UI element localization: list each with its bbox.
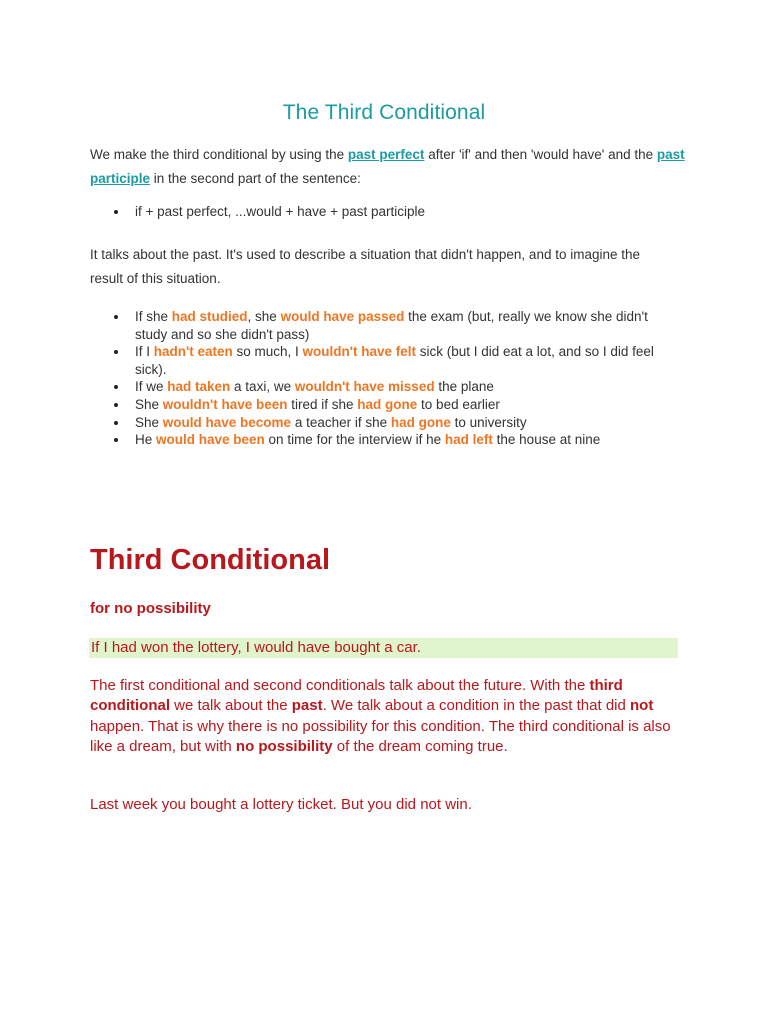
intro-text: in the second part of the sentence: (150, 171, 361, 186)
explanation-bold: not (630, 697, 654, 715)
example-highlight: would have passed (280, 309, 405, 324)
explanation-text: happen. That is why there is no possibility for this condition. The third conditional is also like a dream, but with (90, 717, 671, 756)
intro-paragraph (90, 143, 690, 191)
example-text: a teacher if she (291, 414, 391, 430)
explanation-text: The first conditional and second conditionals talk about the future. With the (90, 677, 590, 694)
example-text: She (135, 414, 163, 430)
intro-text: after 'if' and then 'would have' and the (424, 147, 657, 162)
lottery-paragraph: Last week you bought a lottery ticket. But you did not win. (90, 796, 472, 813)
example-text: If I (135, 344, 154, 360)
examples-list (108, 308, 678, 449)
example-highlight: hadn't eaten (153, 344, 233, 360)
example-highlight: wouldn't have been (162, 396, 288, 412)
formula-item: if + past perfect, ...would + have + past participle (108, 203, 425, 221)
explanation-bold: third conditional (90, 677, 623, 715)
example-highlight: would have become (162, 414, 292, 430)
intro-text: We make the third conditional by using the (90, 147, 348, 162)
formula-list (108, 203, 425, 221)
example-text: sick (but I did eat a lot, and so I did feel sick). (135, 344, 654, 377)
list-item (108, 378, 678, 396)
explanation-text: of the dream coming true. (332, 738, 508, 756)
example-text: to bed earlier (417, 396, 500, 412)
example-text: If we (135, 379, 168, 395)
example-highlight: would have been (156, 432, 265, 448)
explanation-text: we talk about the (170, 697, 292, 715)
example-highlight: had left (444, 432, 493, 448)
past-participle-link[interactable]: past participle (90, 147, 685, 186)
example-highlight: had gone (357, 396, 418, 412)
example-text: a taxi, we (230, 379, 295, 395)
list-item (108, 414, 678, 432)
explanation-bold: past (291, 697, 323, 715)
example-highlight: had taken (167, 379, 231, 395)
example-text: , she (247, 309, 281, 324)
example-highlight: had gone (390, 414, 451, 430)
section-title: Third Conditional (90, 544, 331, 576)
explanation-paragraph (90, 676, 690, 758)
example-highlight: wouldn't have felt (302, 344, 416, 360)
example-highlight: had studied (171, 309, 248, 324)
example-text: on time for the interview if he (264, 432, 445, 448)
example-text: the house at nine (492, 432, 601, 448)
list-item (108, 308, 678, 343)
list-item (108, 396, 678, 414)
list-item (108, 431, 678, 449)
example-sentence-highlight: If I had won the lottery, I would have bought a car. (89, 638, 678, 658)
example-text: If she (135, 309, 172, 324)
section-subtitle: for no possibility (90, 600, 211, 617)
explanation-text: . We talk about a condition in the past that did (322, 697, 631, 715)
past-perfect-link[interactable]: past perfect (347, 147, 425, 162)
example-text: to university (450, 414, 527, 430)
example-text: the plane (434, 379, 494, 395)
usage-paragraph: It talks about the past. It's used to describe a situation that didn't happen, and to imagine the result of this situation. (90, 247, 641, 286)
explanation-bold: no possibility (235, 738, 333, 756)
list-item (108, 343, 678, 378)
page-title: The Third Conditional (282, 101, 486, 124)
example-text: the exam (but, really we know she didn't study and so she didn't pass) (135, 309, 648, 342)
example-text: so much, I (232, 344, 303, 360)
example-text: tired if she (287, 396, 358, 412)
example-text: She (135, 396, 163, 412)
example-text: He (135, 432, 157, 448)
example-highlight: wouldn't have missed (294, 379, 435, 395)
